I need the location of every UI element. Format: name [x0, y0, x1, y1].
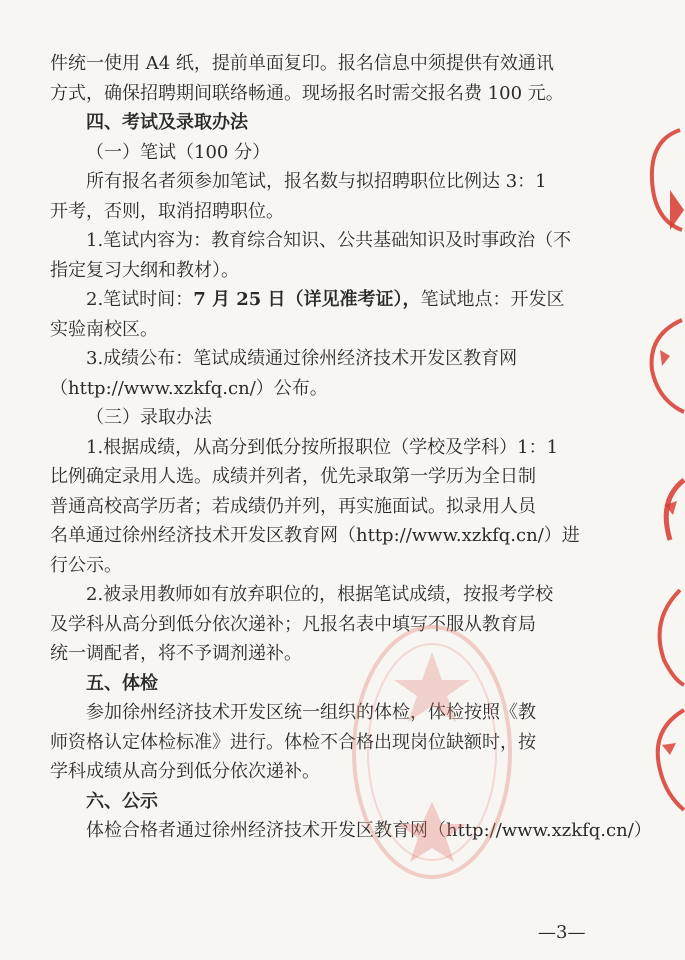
bold-text-segment: 7 月 25 日（详见准考证）， — [193, 289, 421, 310]
text-line: 所有报名者须参加笔试，报名数与拟招聘职位比例达 3：1 — [86, 171, 547, 192]
text-line: 开考，否则，取消招聘职位。 — [50, 200, 284, 222]
text-line: （http://www.xzkfq.cn/）公布。 — [50, 377, 328, 399]
text-line: 师资格认定体检标准》进行。体检不合格出现岗位缺额时，按 — [50, 731, 536, 753]
section-heading: 四、考试及录取办法 — [86, 112, 248, 133]
text-line: 方式，确保招聘期间联络畅通。现场报名时需交报名费 100 元。 — [50, 82, 564, 104]
text-line: 学科成绩从高分到低分依次递补。 — [50, 761, 320, 782]
text-line: 统一调配者，将不予调剂递补。 — [50, 643, 302, 664]
text-line: 行公示。 — [50, 554, 122, 576]
text-line: 件统一使用 A4 纸，提前单面复印。报名信息中须提供有效通讯 — [50, 53, 554, 74]
text-line: 参加徐州经济技术开发区统一组织的体检，体检按照《教 — [86, 702, 536, 723]
text-line: 名单通过徐州经济技术开发区教育网（http://www.xzkfq.cn/）进 — [50, 525, 580, 546]
text-line — [86, 285, 685, 315]
text-line: 实验南校区。 — [50, 318, 158, 340]
text-line: 普通高校高学历者；若成绩仍并列，再实施面试。拟录用人员 — [50, 495, 536, 517]
text-line: 1.笔试内容为：教育综合知识、公共基础知识及时事政治（不 — [86, 230, 572, 251]
section-heading: 六、公示 — [86, 790, 158, 812]
text-line: 2.被录用教师如有放弃职位的，根据笔试成绩，按报考学校 — [86, 584, 554, 605]
text-line: 体检合格者通过徐州经济技术开发区教育网（http://www.xzkfq.cn/） — [86, 820, 652, 841]
page-number: —3— — [538, 922, 586, 943]
text-segment: 2.笔试时间： — [86, 289, 194, 310]
text-line: 3.成绩公布：笔试成绩通过徐州经济技术开发区教育网 — [86, 348, 518, 369]
text-line: （三）录取办法 — [86, 407, 212, 428]
text-line: 指定复习大纲和教材）。 — [50, 259, 239, 281]
text-line: 1.根据成绩，从高分到低分按所报职位（学校及学科）1：1 — [86, 436, 559, 458]
section-heading: 五、体检 — [86, 672, 158, 694]
text-line: （一）笔试（100 分） — [86, 141, 271, 163]
text-line: 比例确定录用人选。成绩并列者，优先录取第一学历为全日制 — [50, 466, 536, 487]
text-line: 及学科从高分到低分依次递补；凡报名表中填写不服从教育局 — [50, 613, 536, 635]
text-segment: 笔试地点：开发区 — [420, 289, 565, 310]
